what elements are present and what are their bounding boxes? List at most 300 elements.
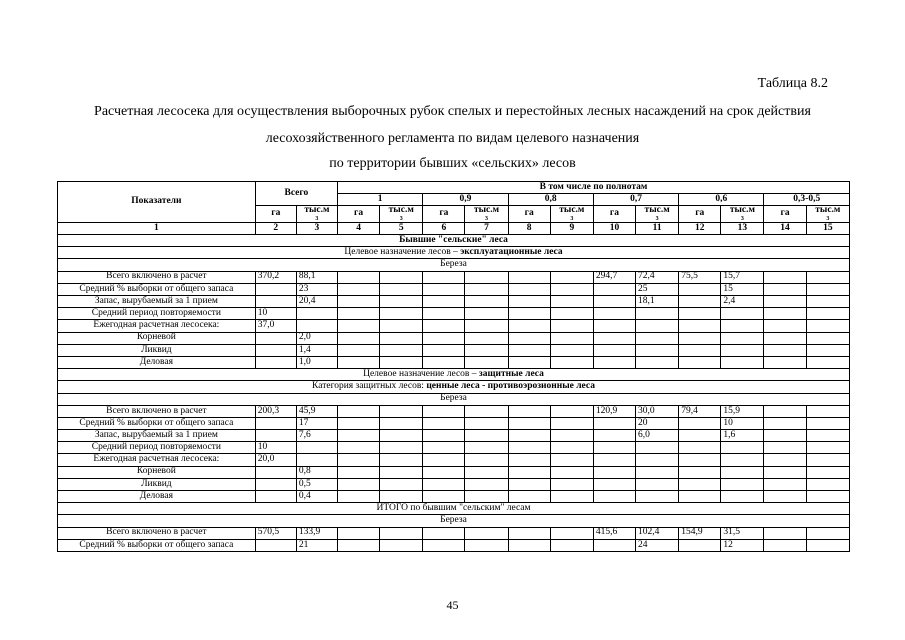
table-cell bbox=[380, 405, 423, 417]
table-cell bbox=[764, 320, 806, 332]
table-cell bbox=[465, 296, 508, 308]
table-cell bbox=[550, 356, 593, 368]
table-cell bbox=[423, 296, 465, 308]
table-cell bbox=[423, 491, 465, 503]
data-row bbox=[58, 332, 850, 344]
header-density-0: 1 bbox=[338, 194, 423, 206]
table-cell bbox=[380, 356, 423, 368]
section-text: Береза bbox=[440, 393, 467, 404]
table-cell bbox=[465, 527, 508, 539]
table-cell bbox=[508, 296, 550, 308]
row-label: Средний % выборки от общего запаса bbox=[58, 417, 256, 429]
table-cell bbox=[380, 296, 423, 308]
page-number: 45 bbox=[446, 598, 459, 612]
table-cell bbox=[255, 491, 296, 503]
table-cell: 31,5 bbox=[721, 527, 764, 539]
table-cell bbox=[806, 296, 849, 308]
section-row bbox=[58, 259, 850, 271]
column-number: 2 bbox=[255, 222, 296, 234]
row-label: Средний период повторяемости bbox=[58, 442, 256, 454]
table-body bbox=[58, 235, 850, 552]
table-cell: 37,0 bbox=[255, 320, 296, 332]
section-row bbox=[58, 235, 850, 247]
table-cell bbox=[550, 344, 593, 356]
header-unit-ha: га bbox=[593, 206, 635, 223]
table-cell bbox=[338, 332, 380, 344]
table-cell bbox=[508, 320, 550, 332]
table-cell bbox=[465, 491, 508, 503]
header-unit-thous-m3 bbox=[296, 206, 337, 223]
unit-superscript: 3 bbox=[740, 215, 744, 222]
column-number: 9 bbox=[550, 222, 593, 234]
table-cell bbox=[636, 356, 679, 368]
section-heading bbox=[58, 393, 850, 405]
table-cell bbox=[679, 332, 721, 344]
table-cell bbox=[338, 454, 380, 466]
table-cell bbox=[465, 283, 508, 295]
table-cell bbox=[679, 466, 721, 478]
table-cell bbox=[508, 454, 550, 466]
header-density-4: 0,6 bbox=[679, 194, 764, 206]
header-unit-thous-m3 bbox=[806, 206, 849, 223]
column-number: 14 bbox=[764, 222, 806, 234]
section-row bbox=[58, 247, 850, 259]
table-number: Таблица 8.2 bbox=[757, 76, 828, 91]
table-cell bbox=[465, 417, 508, 429]
table-cell bbox=[550, 539, 593, 551]
table-cell bbox=[679, 478, 721, 490]
table-cell bbox=[465, 454, 508, 466]
unit-superscript: 3 bbox=[315, 215, 319, 222]
table-cell bbox=[508, 527, 550, 539]
table-cell bbox=[508, 417, 550, 429]
table-cell bbox=[764, 405, 806, 417]
table-cell bbox=[593, 296, 635, 308]
table-cell bbox=[508, 405, 550, 417]
table-cell bbox=[380, 320, 423, 332]
table-cell: 18,1 bbox=[636, 296, 679, 308]
section-heading bbox=[58, 235, 850, 247]
table-cell bbox=[550, 527, 593, 539]
table-cell: 10 bbox=[255, 442, 296, 454]
table-cell bbox=[679, 430, 721, 442]
table-cell: 15,9 bbox=[721, 405, 764, 417]
table-cell bbox=[764, 539, 806, 551]
table-cell: 370,2 bbox=[255, 271, 296, 283]
data-row bbox=[58, 466, 850, 478]
table-cell bbox=[721, 332, 764, 344]
header-unit-thous-m3 bbox=[380, 206, 423, 223]
table-cell bbox=[764, 527, 806, 539]
section-heading bbox=[58, 247, 850, 259]
unit-label: тыс.м bbox=[304, 205, 330, 216]
row-label: Запас, вырубаемый за 1 прием bbox=[58, 296, 256, 308]
table-cell bbox=[423, 527, 465, 539]
section-text: Береза bbox=[440, 515, 467, 526]
header-unit-thous-m3 bbox=[721, 206, 764, 223]
row-label: Средний % выборки от общего запаса bbox=[58, 283, 256, 295]
table-cell bbox=[721, 454, 764, 466]
header-unit-ha: га bbox=[255, 206, 296, 223]
column-number: 6 bbox=[423, 222, 465, 234]
header-unit-ha: га bbox=[338, 206, 380, 223]
table-cell bbox=[806, 539, 849, 551]
table-cell bbox=[465, 430, 508, 442]
table-cell bbox=[679, 491, 721, 503]
table-cell bbox=[296, 308, 337, 320]
table-cell bbox=[764, 344, 806, 356]
section-bold-text: защитные леса bbox=[478, 368, 544, 379]
table-cell bbox=[550, 417, 593, 429]
section-row bbox=[58, 503, 850, 515]
row-label: Средний % выборки от общего запаса bbox=[58, 539, 256, 551]
table-cell bbox=[338, 430, 380, 442]
table-cell: 0,8 bbox=[296, 466, 337, 478]
table-cell bbox=[721, 308, 764, 320]
table-cell bbox=[380, 332, 423, 344]
table-cell: 570,5 bbox=[255, 527, 296, 539]
table-cell bbox=[338, 466, 380, 478]
table-cell bbox=[338, 527, 380, 539]
table-cell bbox=[508, 430, 550, 442]
table-cell bbox=[764, 283, 806, 295]
table-cell: 72,4 bbox=[636, 271, 679, 283]
table-cell bbox=[255, 430, 296, 442]
header-density-1: 0,9 bbox=[423, 194, 508, 206]
table-cell bbox=[550, 466, 593, 478]
section-text: ИТОГО по бывшим "сельским" лесам bbox=[376, 503, 531, 514]
table-cell bbox=[508, 332, 550, 344]
table-cell bbox=[465, 478, 508, 490]
header-unit-ha: га bbox=[508, 206, 550, 223]
table-cell bbox=[380, 283, 423, 295]
table-cell: 415,6 bbox=[593, 527, 635, 539]
table-cell bbox=[550, 454, 593, 466]
table-cell bbox=[423, 356, 465, 368]
column-number: 10 bbox=[593, 222, 635, 234]
table-cell bbox=[338, 283, 380, 295]
table-cell bbox=[508, 478, 550, 490]
table-cell: 2,0 bbox=[296, 332, 337, 344]
section-text: Целевое назначение лесов – bbox=[363, 368, 479, 379]
table-cell: 1,0 bbox=[296, 356, 337, 368]
section-text: Целевое назначение лесов – bbox=[344, 247, 461, 258]
table-cell bbox=[380, 539, 423, 551]
table-cell: 15,7 bbox=[721, 271, 764, 283]
table-cell bbox=[636, 442, 679, 454]
table-cell bbox=[423, 332, 465, 344]
table-cell bbox=[593, 332, 635, 344]
table-cell bbox=[593, 430, 635, 442]
unit-label: тыс.м bbox=[473, 205, 500, 216]
table-cell bbox=[806, 442, 849, 454]
table-cell bbox=[465, 308, 508, 320]
table-cell bbox=[380, 417, 423, 429]
table-cell bbox=[721, 442, 764, 454]
column-number: 15 bbox=[806, 222, 849, 234]
table-cell bbox=[721, 478, 764, 490]
unit-label: тыс.м bbox=[388, 205, 414, 216]
header-total: Всего bbox=[255, 182, 337, 206]
data-row bbox=[58, 430, 850, 442]
table-cell bbox=[423, 442, 465, 454]
table-cell: 24 bbox=[636, 539, 679, 551]
table-cell bbox=[423, 405, 465, 417]
table-cell bbox=[423, 308, 465, 320]
table-cell bbox=[593, 356, 635, 368]
table-cell bbox=[593, 308, 635, 320]
data-row bbox=[58, 356, 850, 368]
table-cell bbox=[679, 283, 721, 295]
table-cell bbox=[423, 430, 465, 442]
table-cell bbox=[806, 271, 849, 283]
row-label: Всего включено в расчет bbox=[58, 271, 256, 283]
table-cell bbox=[296, 320, 337, 332]
table-cell bbox=[764, 296, 806, 308]
table-cell bbox=[764, 478, 806, 490]
table-cell bbox=[764, 442, 806, 454]
data-row bbox=[58, 296, 850, 308]
table-cell bbox=[380, 454, 423, 466]
table-cell: 75,5 bbox=[679, 271, 721, 283]
table-cell bbox=[806, 344, 849, 356]
header-unit-ha: га bbox=[679, 206, 721, 223]
column-number: 5 bbox=[380, 222, 423, 234]
table-cell bbox=[764, 417, 806, 429]
table-cell bbox=[806, 308, 849, 320]
section-bold-text: эксплуатационные леса bbox=[460, 247, 563, 258]
table-cell bbox=[255, 539, 296, 551]
table-cell: 200,3 bbox=[255, 405, 296, 417]
table-cell bbox=[255, 466, 296, 478]
table-cell bbox=[423, 454, 465, 466]
table-cell: 294,7 bbox=[593, 271, 635, 283]
column-number: 12 bbox=[679, 222, 721, 234]
header-unit-ha: га bbox=[423, 206, 465, 223]
table-cell bbox=[255, 417, 296, 429]
table-cell bbox=[550, 478, 593, 490]
unit-label: тыс.м bbox=[815, 205, 841, 216]
section-heading bbox=[58, 515, 850, 527]
table-cell bbox=[338, 320, 380, 332]
table-cell bbox=[593, 344, 635, 356]
unit-superscript: 3 bbox=[399, 215, 403, 222]
unit-label: тыс.м bbox=[644, 205, 670, 216]
title-line-2: лесохозяйственного регламента по видам целевого назначения bbox=[265, 131, 640, 146]
table-cell: 10 bbox=[255, 308, 296, 320]
header-unit-thous-m3 bbox=[636, 206, 679, 223]
table-cell bbox=[550, 283, 593, 295]
table-cell bbox=[764, 332, 806, 344]
row-label: Ежегодная расчетная лесосека: bbox=[58, 320, 256, 332]
row-label: Деловая bbox=[58, 356, 256, 368]
header-density-3: 0,7 bbox=[593, 194, 678, 206]
table-cell bbox=[806, 405, 849, 417]
table-cell bbox=[636, 454, 679, 466]
table-cell bbox=[550, 405, 593, 417]
table-cell bbox=[380, 271, 423, 283]
data-row bbox=[58, 478, 850, 490]
table-cell bbox=[806, 454, 849, 466]
table-cell bbox=[550, 430, 593, 442]
cutting-area-table bbox=[57, 181, 850, 552]
table-cell bbox=[338, 296, 380, 308]
header-column-numbers bbox=[58, 222, 850, 234]
table-cell bbox=[338, 356, 380, 368]
table-cell bbox=[338, 344, 380, 356]
table-cell: 2,4 bbox=[721, 296, 764, 308]
table-cell bbox=[423, 320, 465, 332]
section-text: Бывшие "сельские" леса bbox=[399, 234, 508, 245]
column-number: 8 bbox=[508, 222, 550, 234]
column-number: 7 bbox=[465, 222, 508, 234]
data-row bbox=[58, 320, 850, 332]
data-row bbox=[58, 405, 850, 417]
table-cell bbox=[721, 466, 764, 478]
table-cell bbox=[806, 283, 849, 295]
section-row bbox=[58, 515, 850, 527]
table-cell: 102,4 bbox=[636, 527, 679, 539]
table-cell bbox=[338, 539, 380, 551]
table-cell: 25 bbox=[636, 283, 679, 295]
table-cell bbox=[255, 332, 296, 344]
header-unit-thous-m3 bbox=[550, 206, 593, 223]
table-cell bbox=[721, 491, 764, 503]
table-cell bbox=[255, 283, 296, 295]
table-cell bbox=[338, 442, 380, 454]
row-label: Всего включено в расчет bbox=[58, 527, 256, 539]
row-label: Всего включено в расчет bbox=[58, 405, 256, 417]
table-cell: 7,6 bbox=[296, 430, 337, 442]
table-cell bbox=[465, 344, 508, 356]
data-row bbox=[58, 491, 850, 503]
header-indicators: Показатели bbox=[58, 182, 256, 223]
table-cell bbox=[465, 539, 508, 551]
table-cell bbox=[423, 539, 465, 551]
table-cell bbox=[423, 417, 465, 429]
column-number: 3 bbox=[296, 222, 337, 234]
table-cell bbox=[550, 308, 593, 320]
section-heading bbox=[58, 369, 850, 381]
row-label: Средний период повторяемости bbox=[58, 308, 256, 320]
table-cell bbox=[636, 344, 679, 356]
table-cell bbox=[679, 454, 721, 466]
table-cell bbox=[338, 405, 380, 417]
table-cell: 120,9 bbox=[593, 405, 635, 417]
table-cell bbox=[508, 539, 550, 551]
table-cell bbox=[593, 320, 635, 332]
table-cell bbox=[593, 466, 635, 478]
table-cell bbox=[764, 466, 806, 478]
table-cell: 10 bbox=[721, 417, 764, 429]
unit-superscript: 3 bbox=[485, 215, 489, 222]
table-cell bbox=[465, 356, 508, 368]
table-cell bbox=[764, 356, 806, 368]
table-cell bbox=[636, 332, 679, 344]
table-cell bbox=[338, 308, 380, 320]
unit-superscript: 3 bbox=[826, 215, 830, 222]
table-cell bbox=[679, 296, 721, 308]
data-row bbox=[58, 308, 850, 320]
data-row bbox=[58, 454, 850, 466]
table-cell bbox=[764, 271, 806, 283]
table-cell bbox=[380, 442, 423, 454]
table-cell bbox=[465, 405, 508, 417]
table-cell bbox=[380, 344, 423, 356]
row-label: Ежегодная расчетная лесосека: bbox=[58, 454, 256, 466]
table-cell bbox=[764, 308, 806, 320]
table-cell bbox=[764, 430, 806, 442]
column-number: 13 bbox=[721, 222, 764, 234]
table-cell bbox=[593, 491, 635, 503]
table-cell: 133,9 bbox=[296, 527, 337, 539]
table-cell bbox=[679, 344, 721, 356]
table-cell bbox=[636, 466, 679, 478]
table-cell bbox=[806, 332, 849, 344]
table-cell: 0,4 bbox=[296, 491, 337, 503]
table-cell: 30,0 bbox=[636, 405, 679, 417]
table-cell bbox=[593, 283, 635, 295]
table-cell bbox=[721, 344, 764, 356]
table-cell bbox=[255, 344, 296, 356]
column-number: 11 bbox=[636, 222, 679, 234]
table-cell bbox=[679, 320, 721, 332]
data-row bbox=[58, 539, 850, 551]
header-density-2: 0,8 bbox=[508, 194, 593, 206]
row-label: Корневой bbox=[58, 332, 256, 344]
table-cell bbox=[255, 478, 296, 490]
table-cell bbox=[636, 491, 679, 503]
table-cell bbox=[338, 491, 380, 503]
table-cell bbox=[593, 442, 635, 454]
table-cell bbox=[550, 296, 593, 308]
data-row bbox=[58, 283, 850, 295]
table-cell bbox=[423, 344, 465, 356]
section-bold-text: ценные леса - противоэрозионные леса bbox=[426, 381, 595, 392]
table-cell bbox=[338, 417, 380, 429]
row-label: Запас, вырубаемый за 1 прием bbox=[58, 430, 256, 442]
table-cell bbox=[380, 430, 423, 442]
data-row bbox=[58, 344, 850, 356]
table-cell bbox=[465, 466, 508, 478]
unit-superscript: 3 bbox=[570, 215, 574, 222]
table-cell bbox=[679, 356, 721, 368]
table-cell bbox=[550, 442, 593, 454]
section-heading bbox=[58, 381, 850, 393]
table-cell bbox=[636, 478, 679, 490]
header-density-5: 0,3-0,5 bbox=[764, 194, 850, 206]
table-cell bbox=[508, 491, 550, 503]
table-cell bbox=[508, 271, 550, 283]
table-cell bbox=[508, 356, 550, 368]
table-cell bbox=[380, 491, 423, 503]
table-cell bbox=[380, 308, 423, 320]
table-cell bbox=[423, 478, 465, 490]
table-cell bbox=[636, 320, 679, 332]
table-cell: 79,4 bbox=[679, 405, 721, 417]
table-cell: 15 bbox=[721, 283, 764, 295]
table-cell bbox=[550, 491, 593, 503]
table-cell bbox=[465, 442, 508, 454]
table-cell bbox=[679, 442, 721, 454]
table-cell: 1,6 bbox=[721, 430, 764, 442]
table-cell bbox=[423, 466, 465, 478]
header-unit-thous-m3 bbox=[465, 206, 508, 223]
unit-label: тыс.м bbox=[729, 205, 755, 216]
table-cell: 12 bbox=[721, 539, 764, 551]
table-cell bbox=[721, 356, 764, 368]
table-cell: 0,5 bbox=[296, 478, 337, 490]
